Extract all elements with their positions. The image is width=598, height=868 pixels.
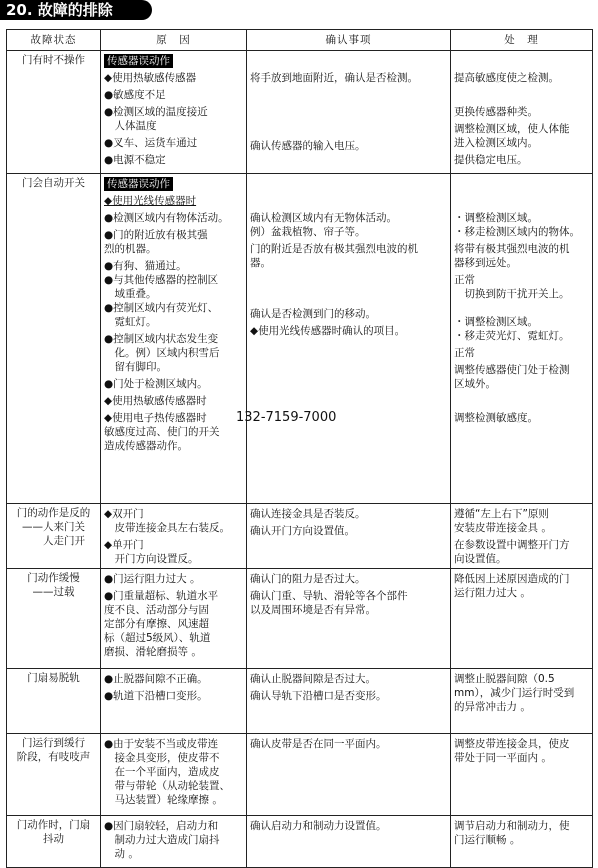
cause-text: 传感器误动作 xyxy=(104,54,173,68)
check-text: 确认门重、导轨、滑轮等各个部件 以及周围环境是否有异常。 xyxy=(250,590,408,616)
check-text: 确认连接金具是否装反。 xyxy=(250,508,366,520)
cause-cell xyxy=(101,504,247,569)
check-text: 确认导轨下沿槽口是否变形。 xyxy=(250,690,387,702)
header-status: 故障状态 xyxy=(7,30,101,51)
cause-text: ◆使用电子热传感器时 敏感度过高、使门的开关 造成传感器动作。 xyxy=(104,412,220,452)
cause-cell xyxy=(101,734,247,816)
phone-watermark: 132-7159-7000 xyxy=(236,410,337,425)
action-cell xyxy=(451,734,593,816)
action-text: ・调整检测区域。 ・移走检测区域内的物体。 xyxy=(454,212,580,238)
action-text: 调整止脱器间隙（0.5 mm），减少门运行时受到 的异常冲击力 。 xyxy=(454,673,575,713)
action-cell xyxy=(451,816,593,868)
check-cell xyxy=(247,816,451,868)
cause-text: ●电源不稳定 xyxy=(104,154,166,166)
action-text: 正常 切换到防干扰开关上。 ・调整检测区域。 ・移走荧光灯、霓虹灯。 xyxy=(454,274,570,342)
table-row xyxy=(7,734,593,816)
check-text: ◆使用光线传感器时确认的项目。 xyxy=(250,325,406,337)
check-text: 门的附近是否放有极其强烈电波的机 器。 xyxy=(250,243,418,269)
cause-text: ◆单开门 开门方向设置反。 xyxy=(104,539,199,565)
cause-text: ●控制区域内状态发生变 化。例）区域内积雪后 留有脚印。 xyxy=(104,333,220,373)
table-header-row xyxy=(7,30,593,51)
fault-status: 门扇易脱轨 xyxy=(7,669,101,734)
action-text: 正常 xyxy=(454,347,475,359)
cause-text: ◆使用热敏感传感器 xyxy=(104,72,197,84)
action-text: 调节启动力和制动力，使 门运行顺畅 。 xyxy=(454,820,570,846)
action-text: 降低因上述原因造成的门 运行阻力过大 。 xyxy=(454,573,570,599)
action-text: 遵循“左上右下”原则 安装皮带连接金具 。 xyxy=(454,508,552,534)
table-body xyxy=(7,51,593,868)
action-text: 在参数设置中调整开门方 向设置值。 xyxy=(454,539,570,565)
table-row xyxy=(7,174,593,504)
check-cell xyxy=(247,669,451,734)
header-cause: 原 因 xyxy=(101,30,247,51)
check-text: 确认开门方向设置值。 xyxy=(250,525,355,537)
table-row xyxy=(7,504,593,569)
table-row xyxy=(7,569,593,669)
check-text: 确认皮带是否在同一平面内。 xyxy=(250,738,387,750)
table-row xyxy=(7,816,593,868)
cause-text: ●有狗、猫通过。 ●与其他传感器的控制区 域重叠。 ●控制区域内有荧光灯、 霓虹灯。 xyxy=(104,260,219,328)
cause-text: ●门运行阻力过大 。 xyxy=(104,573,201,585)
check-text: 确认是否检测到门的移动。 xyxy=(250,308,376,320)
cause-text: ◆使用光线传感器时 xyxy=(104,195,197,207)
cause-text: ●止脱器间隙不正确。 xyxy=(104,673,208,685)
action-cell xyxy=(451,669,593,734)
fault-status: 门有时不操作 xyxy=(7,51,101,174)
table-row xyxy=(7,51,593,174)
action-text: 更换传感器种类。 xyxy=(454,106,538,118)
section-title: 20. 故障的排除 xyxy=(0,0,152,20)
cause-cell xyxy=(101,174,247,504)
cause-text: ◆使用热敏感传感器时 xyxy=(104,395,207,407)
cause-text: ●由于安装不当或皮带连 接金具变形，使皮带不 在一个平面内，造成皮 带与带轮（从动轮装置、 马达装置）轮缘摩擦 。 xyxy=(104,738,230,806)
action-text: 调整皮带连接金具，使皮 带处于同一平面内 。 xyxy=(454,738,570,764)
cause-text: ●检测区域内有物体活动。 xyxy=(104,212,229,224)
cause-text: ●叉车、运货车通过 xyxy=(104,137,198,149)
fault-status: 门运行到缓行 阶段，有吱吱声 xyxy=(7,734,101,816)
cause-text: ●轨道下沿槽口变形。 xyxy=(104,690,208,702)
cause-text: ●门重量超标、轨道水平 度不良、活动部分与固 定部分有摩擦、风速超 标（超过5级风）、轨道 磨损、滑轮磨损等 。 xyxy=(104,590,219,658)
check-text: 确认检测区域内有无物体活动。 例）盆栽植物、帘子等。 xyxy=(250,212,397,238)
action-text: 调整检测敏感度。 xyxy=(454,412,538,424)
cause-text: ●门处于检测区域内。 xyxy=(104,378,208,390)
check-text: 确认传感器的输入电压。 xyxy=(250,140,366,152)
fault-status: 门会自动开关 xyxy=(7,174,101,504)
header-action: 处 理 xyxy=(451,30,593,51)
check-text: 将手放到地面附近，确认是否检测。 xyxy=(250,72,418,84)
cause-text: 传感器误动作 xyxy=(104,177,173,191)
cause-text: ●因门扇较轻，启动力和 制动力过大造成门扇抖 动 。 xyxy=(104,820,220,860)
header-check: 确认事项 xyxy=(247,30,451,51)
fault-status: 门动作时，门扇 抖动 xyxy=(7,816,101,868)
cause-cell xyxy=(101,816,247,868)
cause-cell xyxy=(101,51,247,174)
action-cell xyxy=(451,174,593,504)
cause-cell xyxy=(101,569,247,669)
check-cell xyxy=(247,734,451,816)
cause-text: ●敏感度不足 xyxy=(104,89,166,101)
action-cell xyxy=(451,569,593,669)
check-cell xyxy=(247,174,451,504)
check-text: 确认门的阻力是否过大。 xyxy=(250,573,366,585)
cause-text: ●门的附近放有极其强 烈的机器。 xyxy=(104,229,208,255)
check-text: 确认启动力和制动力设置值。 xyxy=(250,820,387,832)
action-text: 调整传感器使门处于检测 区域外。 xyxy=(454,364,570,390)
cause-text: ●检测区域的温度接近 人体温度 xyxy=(104,106,208,132)
check-cell xyxy=(247,569,451,669)
table-row xyxy=(7,669,593,734)
action-text: 调整检测区域，使人体能 进入检测区域内。 xyxy=(454,123,570,149)
troubleshooting-table xyxy=(6,29,593,868)
action-cell xyxy=(451,504,593,569)
action-text: 提高敏感度使之检测。 xyxy=(454,72,559,84)
cause-text: ◆双开门 皮带连接金具左右装反。 xyxy=(104,508,230,534)
fault-status: 门动作缓慢 ——过载 xyxy=(7,569,101,669)
cause-cell xyxy=(101,669,247,734)
action-text: 将带有极其强烈电波的机 器移到远处。 xyxy=(454,243,570,269)
fault-status: 门的动作是反的 ——人来门关 人走门开 xyxy=(7,504,101,569)
check-cell xyxy=(247,51,451,174)
check-text: 确认止脱器间隙是否过大。 xyxy=(250,673,376,685)
check-cell xyxy=(247,504,451,569)
action-text: 提供稳定电压。 xyxy=(454,154,528,166)
action-cell xyxy=(451,51,593,174)
